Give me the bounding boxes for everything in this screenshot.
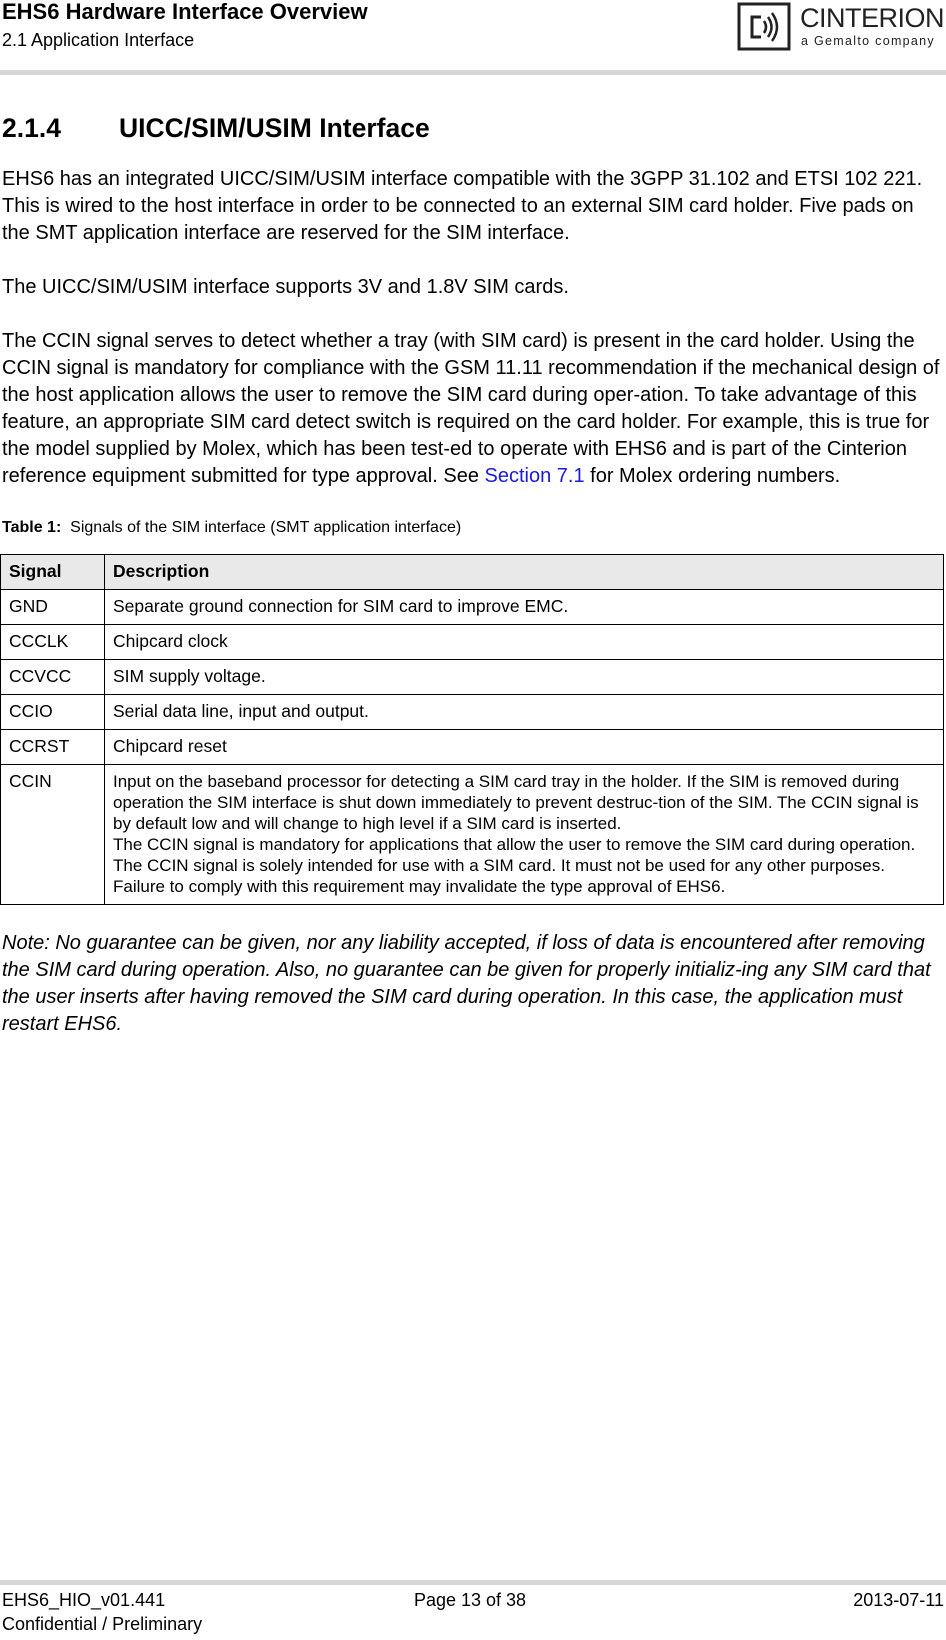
table-row — [1, 730, 944, 765]
cinterion-logo — [737, 2, 945, 52]
section-heading — [2, 112, 944, 144]
page-content — [2, 112, 944, 1038]
signal-cell: CCRST — [1, 730, 105, 765]
ccin-description-part-3: The CCIN signal is solely intended for use with a SIM card. It must not be used for any other purposes. Failure to comply with this requirement may invalidate the type approval of EHS6. — [113, 856, 885, 896]
table-row — [1, 590, 944, 625]
description-cell — [105, 765, 944, 905]
ccin-paragraph-text: The CCIN signal serves to detect whether a tray (with SIM card) is present in the card holder. Using the CCIN signal is mandatory for compliance with the GSM 11.11 recommendation if the mechanical design of the host application allows the user to remove the SIM card during oper-ation. To take advantage of this feature, an appropriate SIM card detect switch is required on the card holder. For example, this is true for the model supplied by Molex, which has been test-ed to operate with EHS6 and is part of the Cinterion reference equipment submitted for type approval. See — [2, 330, 940, 487]
header-divider — [0, 70, 946, 75]
description-cell: Separate ground connection for SIM card to improve EMC. — [105, 590, 944, 625]
signal-cell: GND — [1, 590, 105, 625]
page-header — [0, 0, 946, 72]
description-cell: Chipcard clock — [105, 625, 944, 660]
cinterion-signal-logo-icon — [737, 2, 793, 52]
running-section-name: 2.1 Application Interface — [2, 30, 195, 50]
signal-cell: CCIO — [1, 695, 105, 730]
table-caption-text: Signals of the SIM interface (SMT application interface) — [70, 519, 462, 536]
table-header-row — [1, 555, 944, 590]
ccin-description-part-2: The CCIN signal is mandatory for applications that allow the user to remove the SIM card during operation. — [113, 835, 916, 854]
table-row — [1, 625, 944, 660]
section-title: UICC/SIM/USIM Interface — [119, 113, 430, 143]
description-cell: Serial data line, input and output. — [105, 695, 944, 730]
logo-tagline: a Gemalto company — [801, 34, 935, 48]
header-description: Description — [105, 555, 944, 590]
section-7-1-link[interactable]: Section 7.1 — [484, 465, 585, 487]
document-title: EHS6 Hardware Interface Overview — [2, 0, 368, 24]
table-row — [1, 660, 944, 695]
signal-cell: CCVCC — [1, 660, 105, 695]
voltage-paragraph: The UICC/SIM/USIM interface supports 3V and 1.8V SIM cards. — [2, 276, 569, 298]
footer-confidentiality: Confidential / Preliminary — [2, 1614, 203, 1634]
description-cell: Chipcard reset — [105, 730, 944, 765]
intro-paragraph: EHS6 has an integrated UICC/SIM/USIM interface compatible with the 3GPP 31.102 and ETSI 102 221. This is wired to the host interface in order to be connected to an external SIM card holder. Five pads on the SMT application interface are reserved for the SIM interface. — [2, 168, 923, 244]
note-paragraph: Note: No guarantee can be given, nor any liability accepted, if loss of data is encountered after removing the SIM card during operation. Also, no guarantee can be given for properly initializ-ing any SIM card that the user inserts after having removed the SIM card during operation. In this case, the application must restart EHS6. — [2, 932, 931, 1035]
section-number: 2.1.4 — [2, 113, 61, 143]
footer-page-number: Page 13 of 38 — [413, 1590, 527, 1610]
table-caption-label: Table 1: — [2, 519, 62, 536]
table-caption — [2, 518, 944, 538]
sim-signals-table — [0, 554, 944, 905]
header-signal: Signal — [1, 555, 105, 590]
footer-doc-id: EHS6_HIO_v01.441 — [2, 1590, 166, 1610]
description-cell: SIM supply voltage. — [105, 660, 944, 695]
footer-date: 2013-07-11 — [853, 1590, 944, 1610]
footer-divider — [0, 1580, 946, 1585]
logo-wordmark: CINTERION — [800, 3, 944, 33]
ccin-description-part-1: Input on the baseband processor for detecting a SIM card tray in the holder. If the SIM is removed during operation the SIM interface is shut down immediately to prevent destruc-tion of the SIM. The CCIN signal is by default low and will change to high level if a SIM card is inserted. — [113, 772, 919, 833]
table-row-ccin — [1, 765, 944, 905]
signal-cell: CCIN — [1, 765, 105, 905]
signal-cell: CCCLK — [1, 625, 105, 660]
table-row — [1, 695, 944, 730]
ccin-paragraph-tail: for Molex ordering numbers. — [584, 465, 841, 487]
ccin-paragraph — [2, 328, 944, 490]
